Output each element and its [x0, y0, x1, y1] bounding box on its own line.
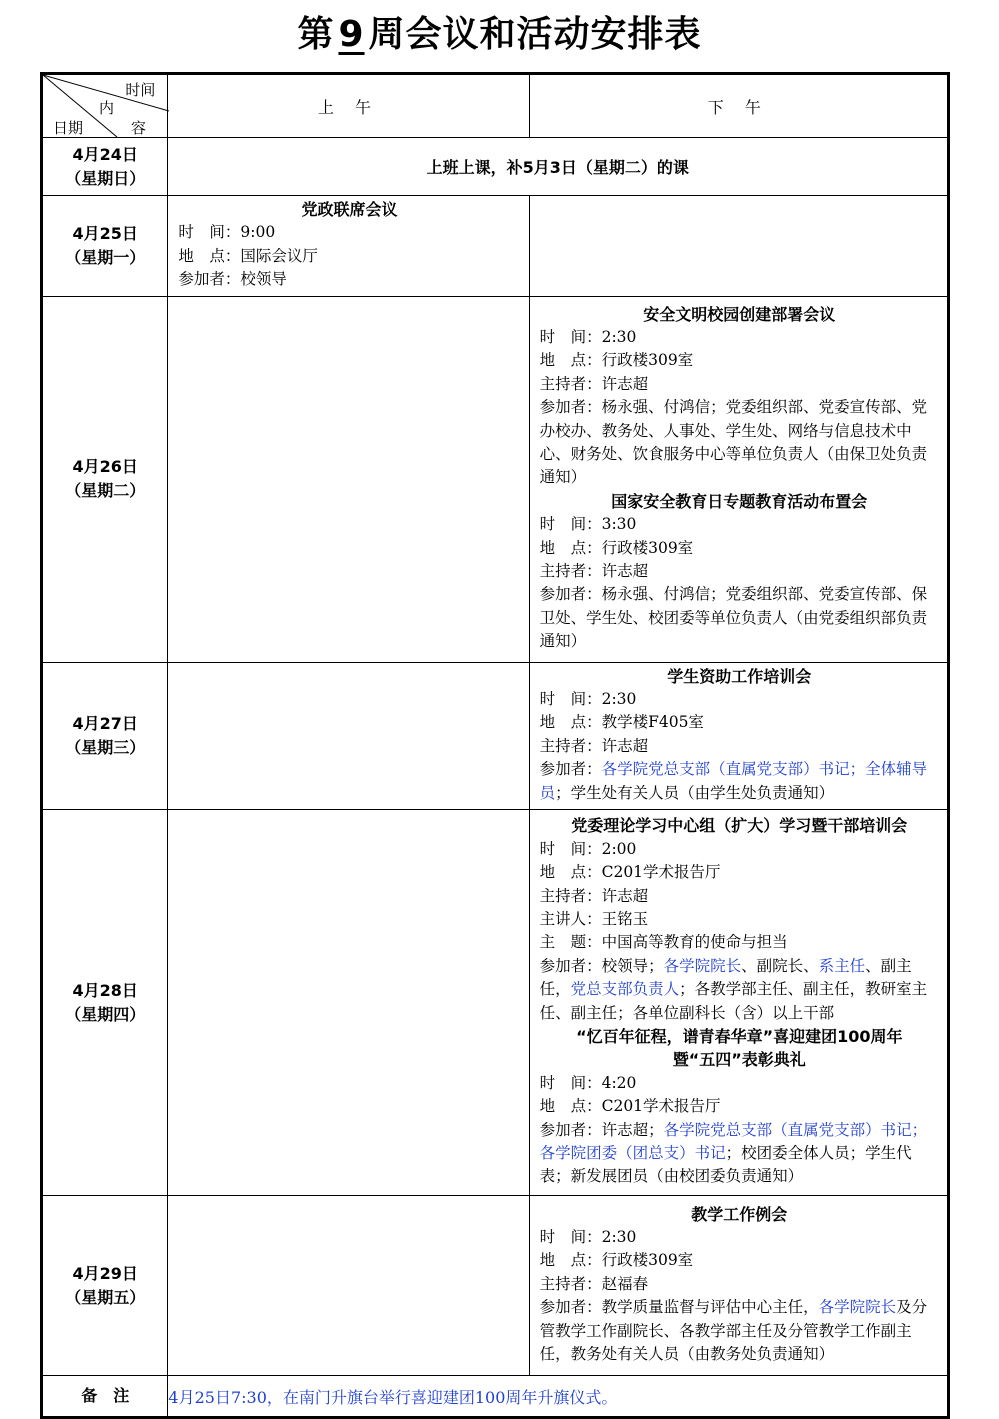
table-row [42, 138, 949, 196]
afternoon-cell [529, 662, 948, 809]
remarks-text: 4月25日7:30，在南门升旗台举行喜迎建团100周年升旗仪式。 [168, 1376, 949, 1418]
table-row [42, 1196, 949, 1376]
event-place: 地 点：C201学术报告厅 [539, 1097, 721, 1116]
table-row [42, 810, 949, 1196]
event-time: 时 间：9:00 [178, 223, 276, 242]
date-cell: 4月27日 （星期三） [42, 662, 168, 809]
afternoon-cell [529, 296, 948, 662]
event-host: 主持者：许志超 [539, 374, 649, 393]
event-place: 地 点：C201学术报告厅 [539, 863, 721, 882]
header-afternoon: 下 午 [529, 74, 948, 138]
remarks-label: 备 注 [42, 1376, 168, 1418]
event-title: 党政联席会议 [301, 200, 398, 219]
event-place: 地 点：行政楼309室 [539, 1251, 694, 1270]
event-time: 时 间：2:30 [539, 1228, 637, 1247]
event-title: 安全文明校园创建部署会议 [643, 304, 836, 324]
header-morning: 上 午 [168, 74, 529, 138]
event-attendees: 参加者：杨永强、付鸿信；党委组织部、党委宣传部、党办校办、教务处、人事处、学生处、网络与信息技术中心、财务处、饮食服务中心等单位负责人（由保卫处负责通知） [539, 398, 928, 487]
page-title: 第 9 周会议和活动安排表 [297, 14, 702, 55]
table-row [42, 196, 949, 297]
afternoon-cell [529, 810, 948, 1196]
merged-cell: 上班上课，补5月3日（星期二）的课 [168, 138, 949, 196]
event-time: 时 间：2:00 [539, 839, 637, 858]
schedule-table [40, 72, 950, 1419]
event-place: 地 点：教学楼F405室 [539, 713, 704, 732]
event-time: 时 间：2:30 [539, 327, 637, 346]
diagonal-header-cell [42, 74, 168, 138]
event-time: 时 间：3:30 [539, 515, 637, 534]
event-host: 主持者：许志超 [539, 562, 649, 581]
table-row [42, 296, 949, 662]
event-attendees: 参加者：校领导 [178, 270, 287, 289]
date-cell: 4月29日 （星期五） [42, 1196, 168, 1376]
morning-cell [168, 810, 529, 1196]
date-cell: 4月28日 （星期四） [42, 810, 168, 1196]
remarks-row [42, 1376, 949, 1418]
morning-cell [168, 196, 529, 297]
event-place: 地 点：行政楼309室 [539, 351, 694, 370]
morning-cell [168, 296, 529, 662]
event-title: “忆百年征程，谱青春华章”喜迎建团100周年暨“五四”表彰典礼 [576, 1026, 903, 1070]
header-content-label-a: 内 [99, 99, 115, 117]
event-attendees: 参加者：许志超；各学院党总支部（直属党支部）书记；各学院团委（团总支）书记；校团委全体人员；学生代表；新发展团员（由校团委负责通知） [539, 1120, 928, 1186]
event-place: 地 点：国际会议厅 [178, 246, 318, 265]
morning-cell [168, 662, 529, 809]
event-attendees: 参加者：教学质量监督与评估中心主任，各学院院长及分管教学工作副院长、各教学部主任及分管教学工作副主任，教务处有关人员（由教务处负责通知） [539, 1298, 928, 1364]
event-host: 主持者：许志超 [539, 736, 649, 755]
header-content-label-b: 容 [131, 119, 147, 137]
date-cell: 4月24日 （星期日） [42, 138, 168, 196]
event-title: 党委理论学习中心组（扩大）学习暨干部培训会 [571, 816, 908, 836]
morning-cell [168, 1196, 529, 1376]
week-number: 9 [338, 14, 365, 55]
event-place: 地 点：行政楼309室 [539, 538, 694, 557]
event-host: 主持者：许志超 [539, 886, 649, 905]
header-date-label: 日期 [53, 119, 84, 137]
event-attendees: 参加者：校领导；各学院院长、副院长、系主任、副主任，党总支部负责人；各教学部主任、副主任，教研室主任、副主任；各单位副科长（含）以上干部 [539, 956, 928, 1022]
header-row [42, 74, 949, 138]
event-title: 学生资助工作培训会 [667, 666, 812, 686]
event-host: 主持者：赵福春 [539, 1274, 649, 1293]
afternoon-cell [529, 196, 948, 297]
date-cell: 4月26日 （星期二） [42, 296, 168, 662]
event-attendees: 参加者：各学院党总支部（直属党支部）书记；全体辅导员；学生处有关人员（由学生处负责通知） [539, 760, 928, 802]
event-time: 时 间：4:20 [539, 1073, 637, 1092]
event-speaker: 主讲人：王铭玉 [539, 909, 649, 928]
header-time-label: 时间 [125, 81, 156, 99]
table-row [42, 662, 949, 809]
event-topic: 主 题：中国高等教育的使命与担当 [539, 933, 788, 952]
date-cell: 4月25日 （星期一） [42, 196, 168, 297]
event-time: 时 间：2:30 [539, 690, 637, 709]
event-title: 国家安全教育日专题教育活动布置会 [611, 491, 868, 511]
afternoon-cell [529, 1196, 948, 1376]
event-title: 教学工作例会 [691, 1204, 788, 1224]
event-attendees: 参加者：杨永强、付鸿信；党委组织部、党委宣传部、保卫处、学生处、校团委等单位负责人（由党委组织部负责通知） [539, 585, 928, 651]
